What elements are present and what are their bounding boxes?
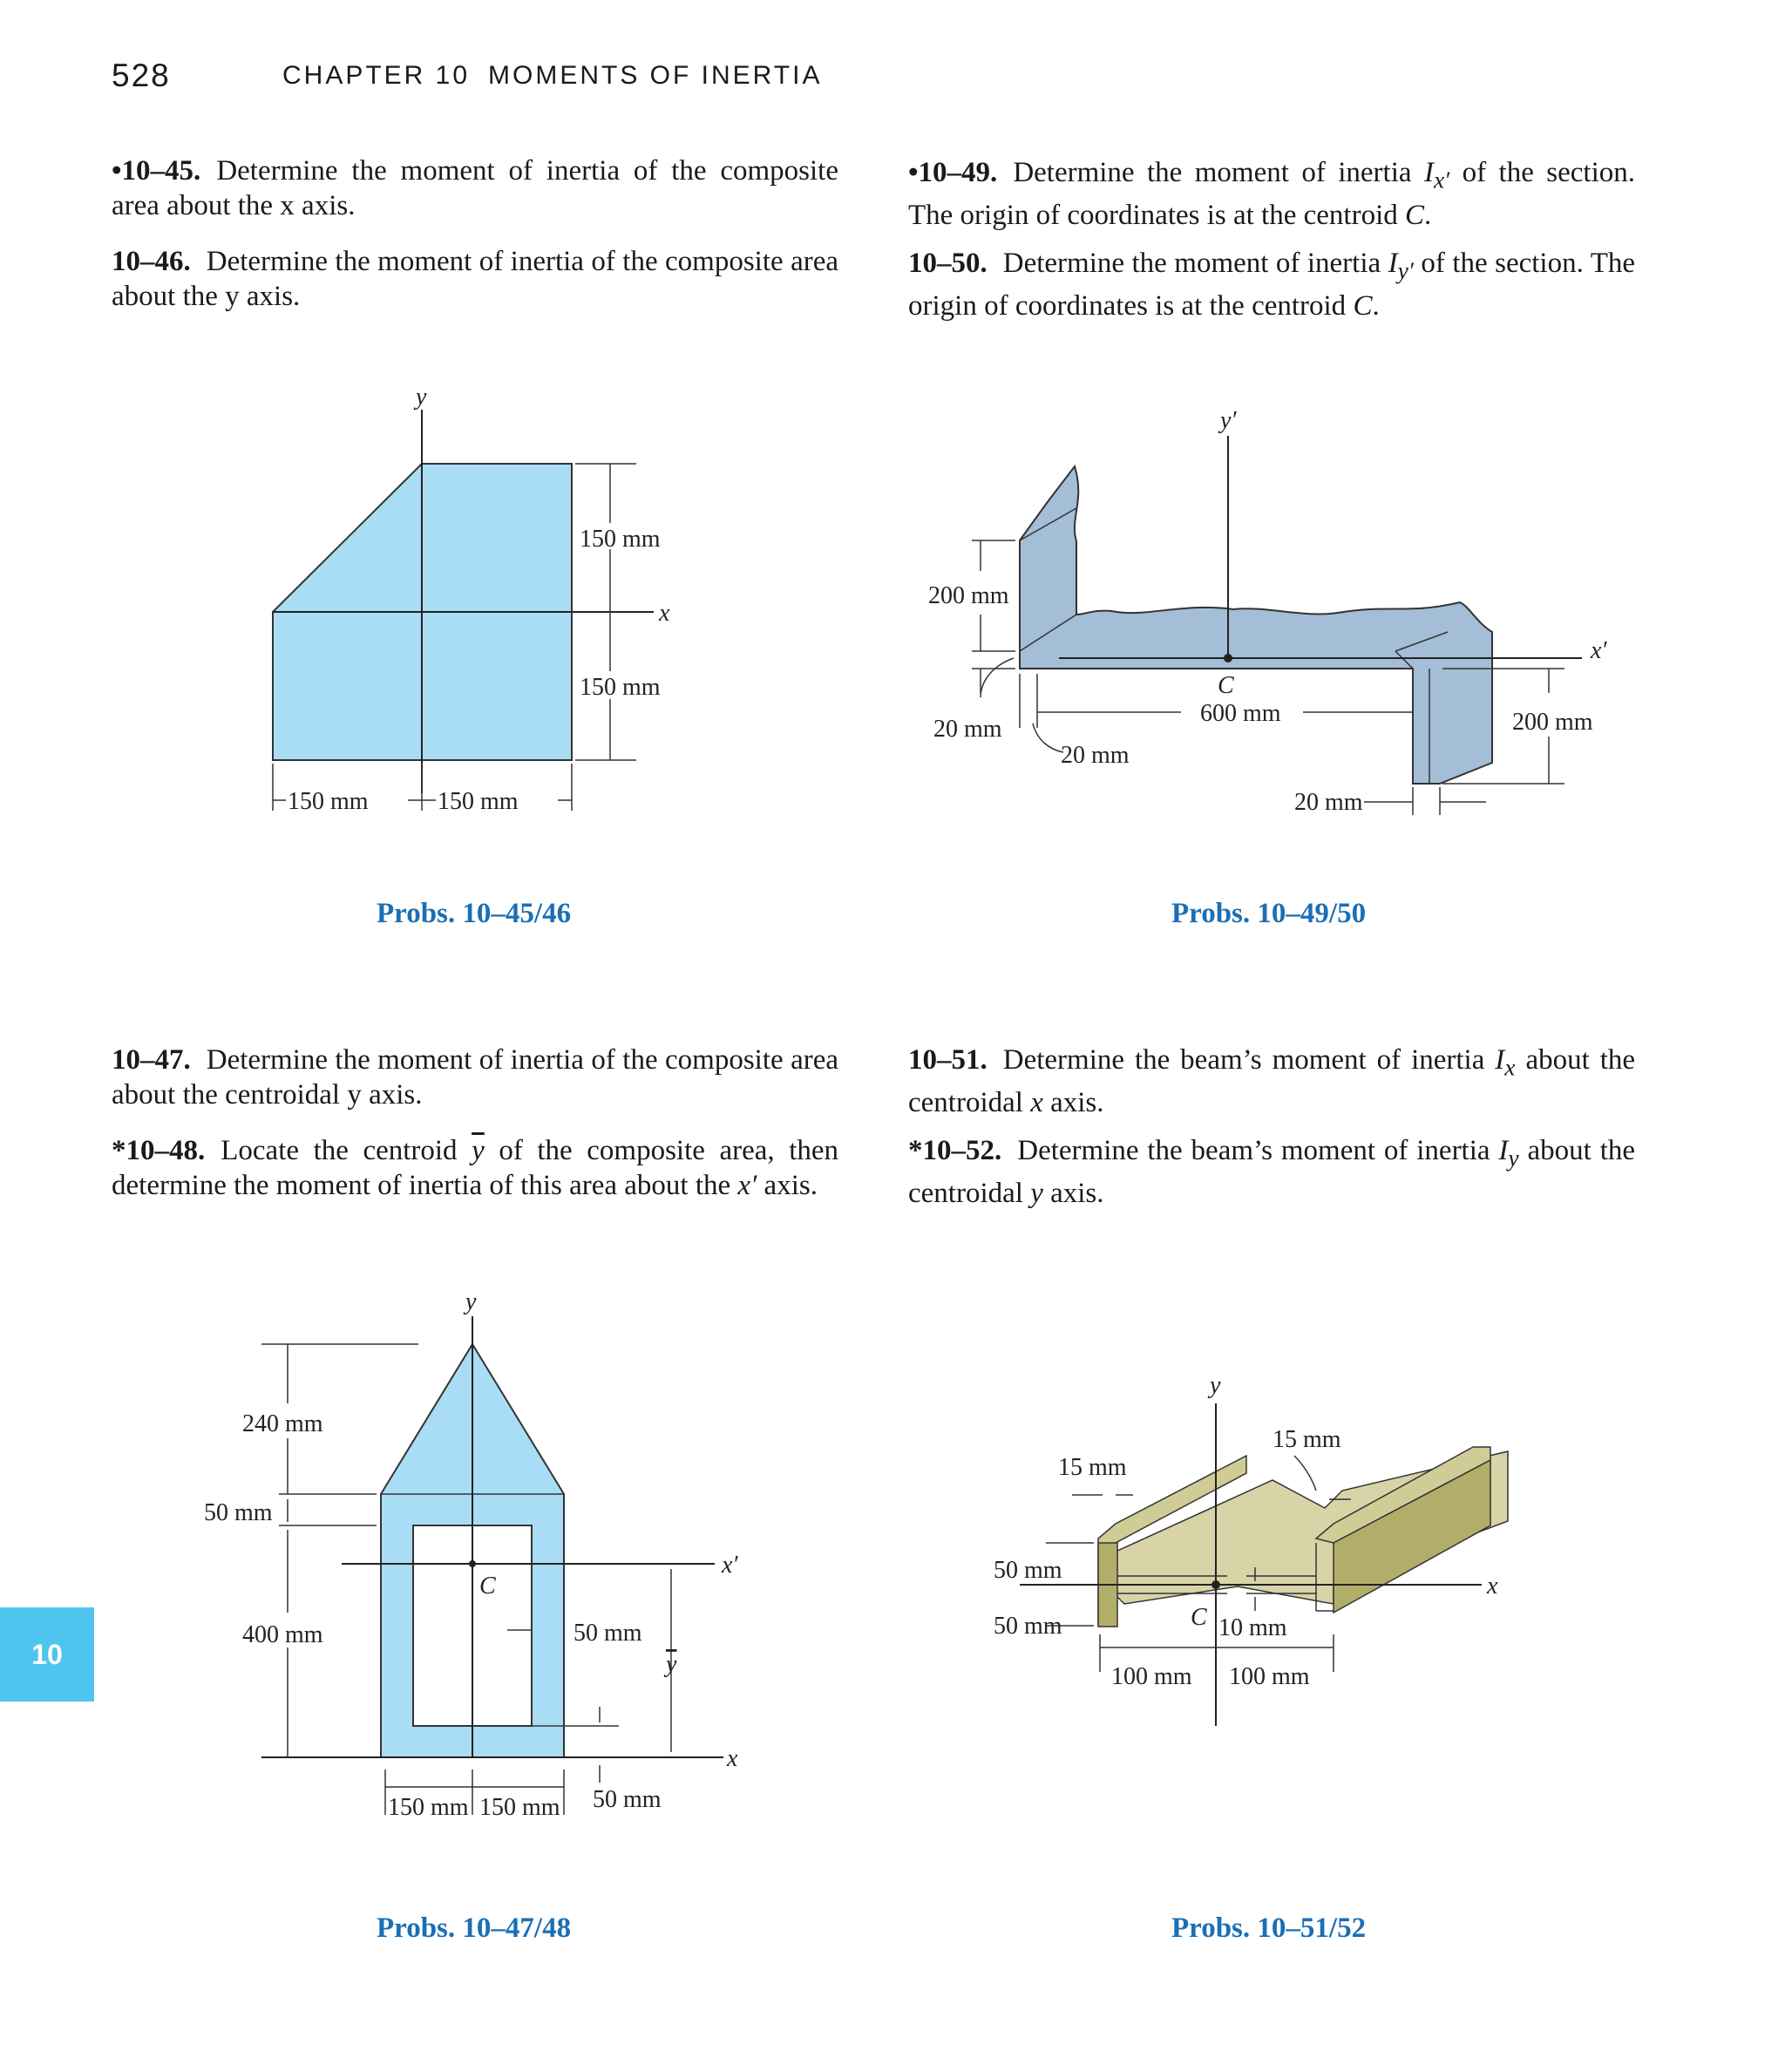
- dim-half-width-right: 150 mm: [479, 1794, 560, 1821]
- dim-half-width-right: 100 mm: [1229, 1663, 1310, 1690]
- problem-number: *10–48.: [112, 1135, 206, 1166]
- y-axis-label: y: [416, 384, 427, 411]
- centroid-label: C: [479, 1573, 496, 1600]
- chapter-label: CHAPTER 10: [282, 61, 471, 90]
- x-prime-label: x′: [722, 1552, 738, 1579]
- dim-half-width-left: 150 mm: [388, 1794, 469, 1821]
- dim-top-height: 150 mm: [580, 526, 661, 553]
- dim-height-right: 200 mm: [1512, 709, 1593, 736]
- problem-10-46: [112, 244, 838, 314]
- problem-10-51: 10–51. Determine the beam’s moment of inertia $I_x$ about the centroidal x axis.: [908, 1044, 1636, 1118]
- problem-10-45: [112, 153, 838, 223]
- dim-roof-height: 240 mm: [242, 1410, 323, 1437]
- chapter-title: MOMENTS OF INERTIA: [488, 61, 823, 90]
- dim-bottom-wall: 50 mm: [593, 1786, 662, 1813]
- dim-height-left: 200 mm: [928, 582, 1009, 609]
- problem-number: 10–51.: [908, 1044, 988, 1076]
- problem-number: •10–45.: [112, 155, 201, 187]
- y-axis-label: y: [1210, 1372, 1221, 1399]
- centroid-point: [1211, 1580, 1220, 1589]
- dim-top-wall: 50 mm: [204, 1499, 273, 1526]
- dim-side-wall: 50 mm: [574, 1620, 642, 1647]
- dim-thickness-right: 20 mm: [1294, 789, 1363, 816]
- centroid-point: [1224, 654, 1232, 662]
- problem-10-47: [112, 1043, 838, 1112]
- problem-number: 10–47.: [112, 1044, 191, 1076]
- problem-text: Determine the moment of inertia of the composite area about the y axis.: [112, 246, 838, 312]
- figure-10-47-48: [192, 1281, 784, 1822]
- problem-10-49: •10–49. Determine the moment of inertia $I_{x'}$ of the section. The origin of coordinates is at the centroid C.: [908, 157, 1636, 231]
- problem-text: Determine the moment of inertia of the composite area about the centroidal y axis.: [112, 1044, 838, 1111]
- centroid-label: C: [1191, 1604, 1207, 1631]
- dim-bottom-height: 150 mm: [580, 674, 661, 701]
- x-prime-label: x′: [1591, 637, 1607, 664]
- figure-10-45-46: [244, 384, 697, 837]
- ybar-label: y: [666, 1651, 677, 1678]
- figure-caption-10-45-46: Probs. 10–45/46: [377, 898, 572, 929]
- problem-text: Determine the moment of inertia of the composite area about the x axis.: [112, 155, 838, 221]
- dim-web-thickness: 20 mm: [1061, 742, 1130, 769]
- dim-body-height: 400 mm: [242, 1621, 323, 1648]
- y-prime-label: y′: [1220, 407, 1237, 434]
- dim-thickness-left: 20 mm: [933, 716, 1002, 743]
- figure-10-49-50: [920, 397, 1634, 824]
- page-number: 528: [112, 58, 171, 93]
- problem-number: *10–52.: [908, 1135, 1002, 1166]
- x-axis-label: x: [727, 1745, 738, 1772]
- dim-right-width: 150 mm: [438, 788, 519, 815]
- dim-web-thickness: 10 mm: [1218, 1614, 1287, 1641]
- problem-10-48: *10–48. Locate the centroid $\overline{y}$ of the composite area, then determine the moment of inertia of this area about the x′ axis.: [112, 1135, 839, 1201]
- dim-lower-flange-height: 50 mm: [994, 1613, 1062, 1640]
- y-axis-label: y: [465, 1288, 477, 1315]
- problem-number: 10–50.: [908, 248, 988, 279]
- figure-caption-10-47-48: Probs. 10–47/48: [377, 1912, 572, 1944]
- channel-section: [1020, 466, 1492, 784]
- dim-left-width: 150 mm: [288, 788, 369, 815]
- dim-left-flange-thickness: 15 mm: [1058, 1454, 1127, 1481]
- problem-10-50: 10–50. Determine the moment of inertia $I_{y'}$ of the section. The origin of coordinates is at the centroid C.: [908, 248, 1636, 322]
- chapter-tab: 10: [0, 1607, 94, 1702]
- centroid-label: C: [1218, 672, 1234, 699]
- ybar-symbol: $\overline{y}$: [472, 1135, 485, 1166]
- dim-right-flange-thickness: 15 mm: [1273, 1426, 1341, 1453]
- dim-half-width-left: 100 mm: [1111, 1663, 1192, 1690]
- figure-10-51-52: [985, 1360, 1543, 1735]
- figure-caption-10-51-52: Probs. 10–51/52: [1171, 1912, 1367, 1944]
- problem-10-52: *10–52. Determine the beam’s moment of inertia $I_y$ about the centroidal y axis.: [908, 1135, 1636, 1209]
- figure-caption-10-49-50: Probs. 10–49/50: [1171, 898, 1367, 929]
- x-axis-label: x: [1487, 1573, 1498, 1600]
- problem-number: •10–49.: [908, 157, 998, 188]
- dim-upper-flange-height: 50 mm: [994, 1557, 1062, 1584]
- problem-number: 10–46.: [112, 246, 191, 277]
- x-axis-label: x: [659, 600, 670, 627]
- dim-width: 600 mm: [1200, 700, 1281, 727]
